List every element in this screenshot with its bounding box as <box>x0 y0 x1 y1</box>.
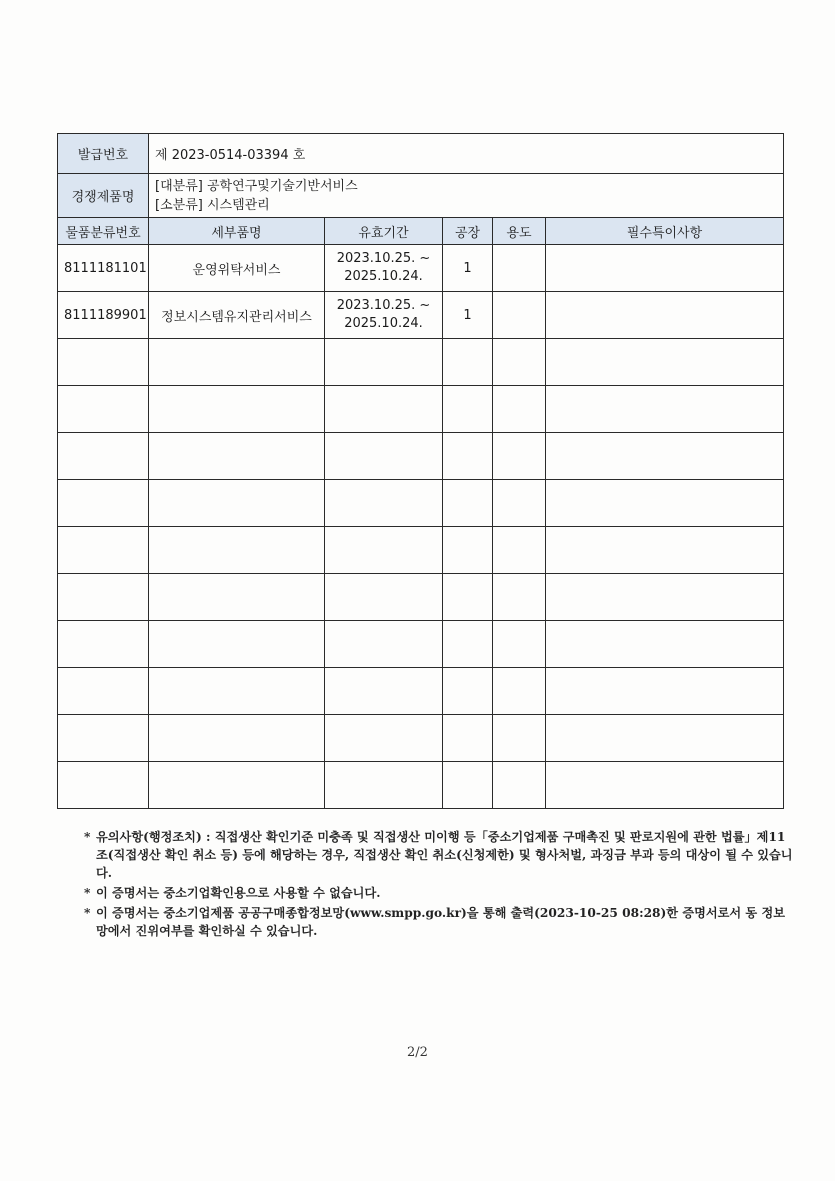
table-row <box>58 245 784 292</box>
empty-cell <box>493 668 546 715</box>
empty-cell <box>325 339 443 386</box>
empty-cell <box>325 715 443 762</box>
empty-cell <box>149 339 325 386</box>
empty-cell <box>58 715 149 762</box>
item-period <box>325 292 443 339</box>
empty-cell <box>58 668 149 715</box>
major-category: [대분류] 공학연구및기술기반서비스 <box>155 178 358 194</box>
empty-cell <box>58 480 149 527</box>
empty-table-row <box>58 339 784 386</box>
certificate-number-row <box>58 134 784 174</box>
certificate-table <box>57 133 784 809</box>
empty-cell <box>149 527 325 574</box>
note-text: 유의사항(행정조치) : 직접생산 확인기준 미충족 및 직접생산 미이행 등「중소기업제품 구매촉진 및 판로지원에 관한 법률」제11조(직접생산 확인 취소 등) 등에 해당하는 경우, 직접생산 확인 취소(신청제한) 및 형사처벌, 과징금 부과 등의 대상이 될 수 있습니다. <box>96 830 793 880</box>
empty-cell <box>58 433 149 480</box>
empty-cell <box>149 715 325 762</box>
empty-cell <box>149 480 325 527</box>
empty-cell <box>443 386 493 433</box>
item-factory: 1 <box>443 292 493 339</box>
empty-cell <box>325 527 443 574</box>
empty-table-row <box>58 433 784 480</box>
page-number: 2/2 <box>407 1045 428 1060</box>
empty-cell <box>443 762 493 809</box>
empty-cell <box>325 621 443 668</box>
empty-cell <box>325 386 443 433</box>
empty-cell <box>58 386 149 433</box>
empty-cell <box>58 527 149 574</box>
column-header-code: 물품분류번호 <box>58 218 149 245</box>
empty-cell <box>58 762 149 809</box>
empty-cell <box>546 433 784 480</box>
empty-cell <box>546 339 784 386</box>
empty-cell <box>493 386 546 433</box>
column-header-row <box>58 218 784 245</box>
note-text: 이 증명서는 중소기업확인용으로 사용할 수 없습니다. <box>96 886 381 900</box>
column-header-use: 용도 <box>493 218 546 245</box>
empty-cell <box>443 480 493 527</box>
empty-cell <box>149 621 325 668</box>
empty-cell <box>149 762 325 809</box>
empty-table-row <box>58 386 784 433</box>
empty-cell <box>443 527 493 574</box>
empty-table-row <box>58 574 784 621</box>
blank-rows <box>58 339 784 809</box>
empty-cell <box>325 668 443 715</box>
empty-cell <box>546 527 784 574</box>
period-start: 2023.10.25. ~ <box>336 251 431 266</box>
item-factory: 1 <box>443 245 493 292</box>
item-name: 운영위탁서비스 <box>149 245 325 292</box>
note-bullet: * <box>84 886 91 900</box>
empty-cell <box>149 433 325 480</box>
item-name: 정보시스템유지관리서비스 <box>149 292 325 339</box>
note-text: 이 증명서는 중소기업제품 공공구매종합정보망(www.smpp.go.kr)을 통해 출력(2023-10-25 08:28)한 증명서로서 동 정보망에서 진위여부를 확인하실 수 있습니다. <box>96 906 785 938</box>
empty-cell <box>325 480 443 527</box>
empty-cell <box>493 433 546 480</box>
empty-cell <box>546 668 784 715</box>
empty-cell <box>149 386 325 433</box>
empty-table-row <box>58 668 784 715</box>
empty-cell <box>443 621 493 668</box>
period-start: 2023.10.25. ~ <box>336 298 431 313</box>
empty-cell <box>546 480 784 527</box>
empty-cell <box>493 574 546 621</box>
column-header-item: 세부품명 <box>149 218 325 245</box>
period-end: 2025.10.24. <box>344 269 423 284</box>
column-header-notes: 필수특이사항 <box>546 218 784 245</box>
item-use <box>493 292 546 339</box>
product-category-cell <box>149 174 784 218</box>
empty-table-row <box>58 762 784 809</box>
item-notes <box>546 245 784 292</box>
item-period <box>325 245 443 292</box>
notes-section <box>84 828 796 942</box>
empty-cell <box>58 339 149 386</box>
empty-cell <box>493 762 546 809</box>
item-code: 8111181101 <box>58 245 149 292</box>
empty-cell <box>546 762 784 809</box>
empty-cell <box>493 480 546 527</box>
empty-table-row <box>58 527 784 574</box>
item-code: 8111189901 <box>58 292 149 339</box>
empty-cell <box>149 574 325 621</box>
table-row <box>58 292 784 339</box>
note-item <box>84 884 796 902</box>
empty-cell <box>443 433 493 480</box>
period-end: 2025.10.24. <box>344 316 423 331</box>
empty-cell <box>493 715 546 762</box>
empty-table-row <box>58 480 784 527</box>
empty-cell <box>493 339 546 386</box>
empty-cell <box>443 668 493 715</box>
column-header-factory: 공장 <box>443 218 493 245</box>
empty-cell <box>546 386 784 433</box>
empty-table-row <box>58 621 784 668</box>
empty-cell <box>443 339 493 386</box>
item-notes <box>546 292 784 339</box>
empty-cell <box>443 715 493 762</box>
empty-cell <box>493 621 546 668</box>
product-name-label: 경쟁제품명 <box>58 174 149 218</box>
empty-cell <box>443 574 493 621</box>
empty-cell <box>546 715 784 762</box>
empty-cell <box>58 574 149 621</box>
empty-cell <box>325 574 443 621</box>
empty-cell <box>325 433 443 480</box>
empty-cell <box>546 574 784 621</box>
empty-cell <box>325 762 443 809</box>
note-bullet: * <box>84 830 91 844</box>
note-item <box>84 828 796 882</box>
minor-category: [소분류] 시스템관리 <box>155 197 270 213</box>
certificate-number-label: 발급번호 <box>58 134 149 174</box>
certificate-number-value: 제 2023-0514-03394 호 <box>149 134 784 174</box>
empty-cell <box>149 668 325 715</box>
item-use <box>493 245 546 292</box>
empty-table-row <box>58 715 784 762</box>
column-header-period: 유효기간 <box>325 218 443 245</box>
empty-cell <box>58 621 149 668</box>
note-item <box>84 904 796 940</box>
empty-cell <box>546 621 784 668</box>
product-category-row <box>58 174 784 218</box>
note-bullet: * <box>84 906 91 920</box>
empty-cell <box>493 527 546 574</box>
